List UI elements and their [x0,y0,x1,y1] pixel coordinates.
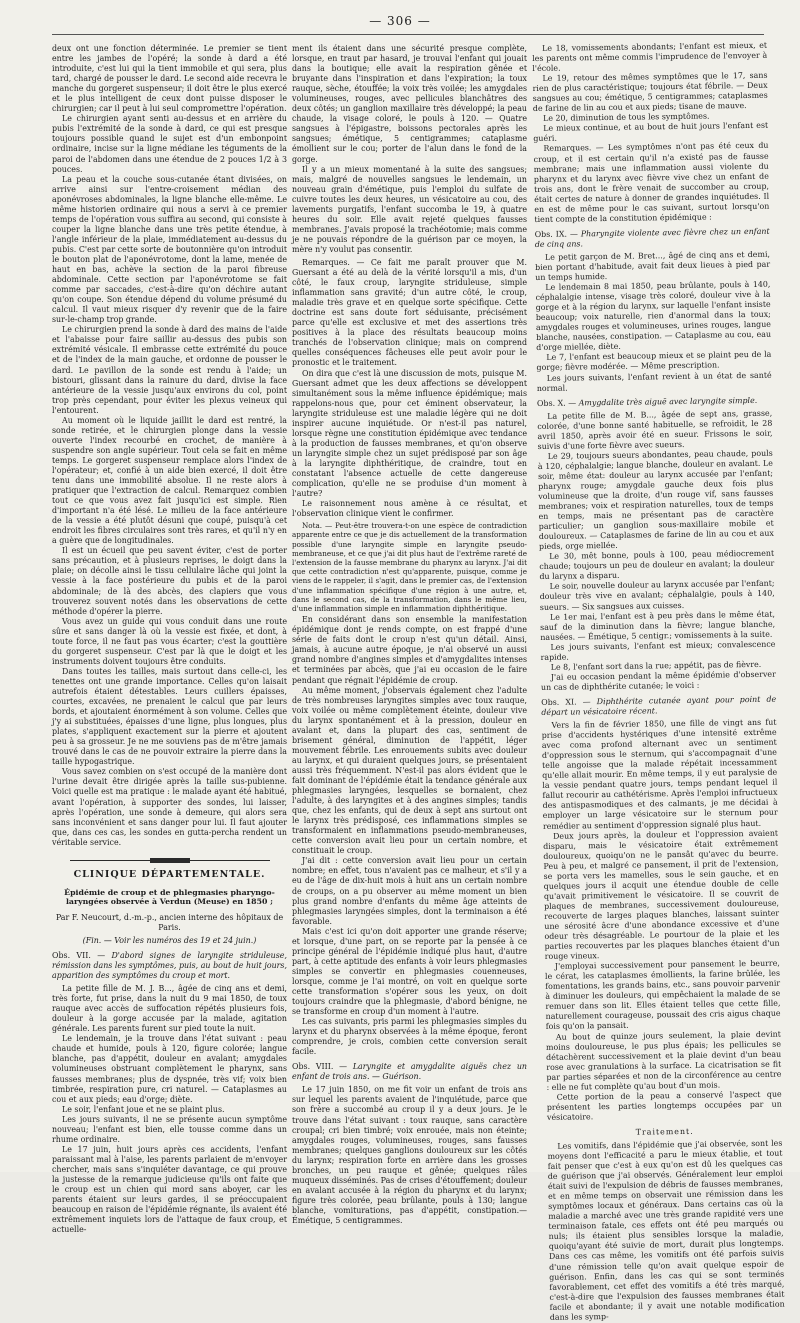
paragraph: Les jours suivants, l'enfant revient à un état de santé normal. [536,370,772,393]
paragraph: Vous avez un guide qui vous conduit dans une route sûre et sans danger là où la vessie est fixée, et dont, à toute force, il ne faut pas vous écarter; c'est la gouttière du gorgeret suspenseur. C'est par là que le doigt et les instruments doivent toujours être conduits. [52,616,287,666]
continuation-note: (Fin. — Voir les numéros des 19 et 24 juin.) [82,935,257,945]
paragraph: Il y a un mieux momentané à la suite des sangsues; mais, malgré de nouvelles sangsues le lendemain, un nouveau grain d'émétique, puis l'emploi du sulfate de cuivre toutes les deux heures, un vésicatoire au cou, des lavements purgatifs, l'enfant succomba le 19, à quatre heures du soir. Elle avait rejeté quelques fausses membranes. J'avais proposé la trachéotomie; mais comme je ne pouvais répondre de la guérison par ce moyen, la mère n'y voulut pas consentir. [292,164,527,254]
observation-title: D'abord signes de laryngite striduleuse, rémission dans les symptômes, puis, au bout de huit jours, apparition des symptômes du croup et mort. [52,950,287,981]
column-1 [52,44,287,1235]
observation-heading [541,695,776,718]
observation-heading [535,227,770,250]
paragraph: Les cas suivants, pris parmi les phlegmasies simples du larynx et du pharynx observées à la même époque, feront comprendre, je crois, combien cette conversion serait facile. [292,1017,527,1057]
treatment-heading: Traitement. [635,1126,694,1137]
observation-label: Obs. XI. — [541,697,591,707]
paragraph: Le 1er mai, l'enfant est à peu près dans le même état, sauf de la diminution dans la fièvre; langue blanche, nausées. — Émétique, 5 centigr.; vomissements à la suite. [540,609,776,642]
paragraph: ment ils étaient dans une sécurité presque complète, lorsque, en traut par hasard, je trouvai l'enfant qui jouait dans la boutique; elle avait la respiration gênée et bruyante dans l'inspiration et dans l'expiration; la toux rauque, sèche, étouffée; la voix très voilée; les amygdales volumineuses, rouges, avec pellicules blanchâtres des deux côtés; un ganglion maxillaire très développé; la peau chaude, la visage coloré, le pouls à 120. — Quatre sangsues à l'épigastre, boissons pectorales après les sangsues; émétique, 5 centigrammes; cataplasme émollient sur le cou; porter de l'alun dans le fond de la gorge. [292,44,527,164]
paragraph: Le petit garçon de M. Bret..., âgé de cinq ans et demi, bien portant d'habitude, avait fait deux lieues à pied par un temps humide. [535,249,771,283]
paragraph: Les vomitifs, dans l'épidémie que j'ai observée, sont les moyens dont l'efficacité a paru le mieux établie, et tout fait penser que c'est à eux qu'on est dû les quelques cas de guérison que j'ai observés. Généralement leur emploi était suivi de l'expulsion de débris de fausses membranes, et en même temps on observait une rémission dans les symptômes locaux et généraux. Dans certains cas où la maladie a marché avec une très grande rapidité vers une terminaison fatale, ces effets ont été peu marqués ou nuls; ils étaient plus sensibles lorsque la maladie, quoiqu'ayant été suivie de mort, durait plus longtemps. Dans ces cas même, les vomitifs ont été parfois suivis d'une rémission telle qu'on avait quelque espoir de guérison. Enfin, dans les cas qui se sont terminés favorablement, cet effet des vomitifs a été très marqué, c'est-à-dire que l'expulsion des fausses membranes était facile et abondante; il y avait une notable modification dans les symp- [547,1138,785,1322]
paragraph: Les jours suivants, il ne se présente aucun symptôme nouveau; l'enfant est bien, elle tousse comme dans un rhume ordinaire. [52,1114,287,1144]
paragraph: Le 30, mêt bonne, pouls à 100, peau médiocrement chaude; toujours un peu de douleur en avalant; la douleur du larynx a disparu. [539,548,775,582]
paragraph: La petite fille de M. B..., âgée de sept ans, grasse, colorée, d'une bonne santé habituelle, se refroidit, le 28 avril 1850, après avoir été en sueur. Frissons le soir, suivis d'une forte fièvre avec sueurs. [537,408,773,451]
paragraph: Au même moment, j'observais également chez l'adulte de très nombreuses laryngites simples avec toux rauque, voix voilée ou même complètement éteinte, douleur vive du larynx spontanément et à la pression, douleur en avalant et, dans la plupart des cas, sentiment de brisement général, diminution de l'appétit, léger mouvement fébrile. Les enrouements subits avec douleur au larynx, et qui duraient quelques jours, se présentaient aussi très fréquemment. N'est-il pas alors évident que le fait dominant de l'épidémie était la tendance générale aux phlegmasies laryngées, lesquelles se bornaient, chez l'adulte, à des laryngites et à des angines simples; tandis que, chez les enfants, qui de deux à sept ans surtout ont le larynx très prédisposé, ces inflammations simples se transformaient en inflammations pseudo-membraneuses, cette conversion avait lieu pour un certain nombre, et constituait le croup. [292,685,527,856]
paragraph: Le chirurgien ayant senti au-dessus et en arrière du pubis l'extrémité de la sonde à dard, ce qui est presque toujours possible quand le sujet est d'un embonpoint ordinaire, incise sur la ligne médiane les téguments de la paroi de l'abdomen dans une étendue de 2 pouces 1/2 à 3 pouces. [52,114,287,174]
remarks-paragraph: Remarques. — Les symptômes n'ont pas été ceux du croup, et il est certain qu'il n'a existé pas de fausse membrane; mais une inflammation aussi violente du pharynx et du larynx avec fièvre vive chez un enfant de trois ans, dont le frère venait de succomber au croup, était certes de nature à donner de grandes inquiétudes. Il en est de même pour le cas suivant, surtout lorsqu'on tient compte de la constitution épidémique : [533,141,770,224]
observation-label: Obs. IX. — [534,229,578,239]
observation-title: Amygdalite très aiguë avec laryngite simple. [578,395,758,407]
observation-label: Obs. X. — [536,398,577,408]
header-rule [52,34,764,35]
nota-paragraph: Nota. — Peut-être trouvera-t-on une espèce de contradiction apparente entre ce que je dis actuellement de la transformation possible d'une laryngite simple en laryngite pseudo-membraneuse, et ce que j'ai dit plus haut de l'extrême rareté de l'extension de la fausse membrane du pharynx au larynx. J'ai dit que cette contradiction n'est qu'apparente, puisque, comme je viens de le rappeler, il s'agit, dans le premier cas, de l'extension d'une inflammation spécifique d'une région à une autre, et, dans le second cas, de la transformation, dans le même lieu, d'une inflammation simple en inflammation diphthéritique. [292,521,527,614]
observation-title: Diphthérite cutanée ayant pour point de départ un vésicatoire récent. [541,694,777,717]
article-byline: Par F. Neucourt, d.-m.-p., ancien interne des hôpitaux de Paris. [55,912,284,932]
paragraph: Le 29, toujours sueurs abondantes, peau chaude, pouls à 120, céphalalgie; langue blanche, douleur en avalant. Le soir, même état: douleur au larynx accusée par l'enfant; pharynx rouge; amygdale gauche deux fois plus volumineuse que la droite, d'un rouge vif, sans fausses membranes; voix et respiration naturelles, toux de temps en temps, mais ne présentant pas de caractère particulier; un ganglion sous-maxillaire mobile et douloureux. — Cataplasmes de farine de lin au cou et aux pieds, orge miellée. [537,448,774,552]
observation-title: Pharyngite violente avec fièvre chez un enfant de cinq ans. [534,226,770,249]
paragraph: Le chirurgien prend la sonde à dard des mains de l'aide et l'abaisse pour faire saillir au-dessus des pubis son extrémité vésicale. Il embrasse cette extrémité du pouce et de l'index de la main gauche, et ordonne de pousser le dard. Le pavillon de la sonde est rendu à l'aide; un bistouri, glissant dans la rainure du dard, divise la face antérieure de la vessie jusqu'aux environs du col, point trop près cependant, pour éviter les plexus veineux qui l'entourent. [52,325,287,415]
observation-heading [292,1062,527,1082]
paragraph: Cette portion de la peau a conservé l'aspect que présentent les parties longtemps occupées par un vésicatoire. [546,1089,782,1122]
paragraph: Au bout de quinze jours seulement, la plaie devint moins douloureuse, le pus plus épais; les pellicules se détachèrent successivement et la plaie devint d'un beau rose avec granulations à la surface. La cicatrisation se fit par parties séparées et non de la circonférence au centre : elle ne fut complète qu'au bout d'un mois. [545,1029,782,1092]
paragraph: Le soir, nouvelle douleur au larynx accusée par l'enfant; douleur très vive en avalant; céphalalgie, pouls à 140, sueurs. — Six sangsues aux cuisses. [539,579,775,612]
paragraph: Le lendemain, je la trouve dans l'état suivant : peau chaude et humide, pouls à 120, figure colorée; langue blanche, pas d'appétit, douleur en avalant; amygdales volumineuses obstruant complètement le pharynx, sans fausses membranes; plus de dyspnée, très vif; voix bien timbrée, respiration pure, cri naturel. — Cataplasmes au cou et aux pieds; eau d'orge; diète. [52,1034,287,1104]
paragraph: Le mieux continue, et au bout de huit jours l'enfant est guéri. [533,121,769,144]
paragraph: Deux jours après, la douleur et l'oppression avaient disparu, mais le vésicatoire était extrêmement douloureux, quoiqu'on ne le pansât qu'avec du beurre. Peu à peu, et malgré ce pansement, il prit de l'extension, se porta vers les mamelles, sous le sein gauche, et en quelques jours il acquit une étendue double de celle qu'avait primitivement le vésicatoire. Il se couvrit de plaques de membranes, successivement douloureuse, recouverte de larges plaques blanches, laissant suinter une sérosité âcre d'une abondance excessive et d'une odeur très désagréable. Le pourtour de la plaie et les parties recouvertes par les plaques blanches étaient d'un rouge vineux. [543,828,780,962]
observation-label: Obs. VII. — [52,950,106,960]
paragraph: Le 19, retour des mêmes symptômes que le 17, sans rien de plus caractéristique; toujours état fébrile. — Deux sangsues au cou; émétique, 5 centigrammes; cataplasmes de farine de lin au cou et aux pieds; tisane de mauve. [532,70,768,114]
section-heading: CLINIQUE DÉPARTEMENTALE. [73,868,266,880]
page-number: — 306 — [369,14,431,28]
observation-title: Laryngite et amygdalite aiguës chez un enfant de trois ans. — Guérison. [292,1062,528,1082]
paragraph: La petite fille de M. J. B..., âgée de cinq ans et demi, très forte, fut prise, dans la nuit du 9 mai 1850, de toux rauque avec accès de suffocation répétés plusieurs fois, douleur à la gorge accusée par la malade, agitation générale. Les parents furent sur pied toute la nuit. [52,984,287,1034]
paragraph: Le 17 juin, huit jours après ces accidents, l'enfant paraissant mal à l'aise, les parents parlaient de m'envoyer chercher, mais sans s'inquiéter davantage, ce qui prouve la justesse de la remarque judicieuse qu'ils ont faite que le croup est un chien qui mord sans aboyer, car les parents étaient sur leurs gardes, il se préoccupaient beaucoup en raison de l'épidémie régnante, ils avaient été extrêmement inquiets lors de l'attaque de faux croup, et actuelle- [52,1144,287,1235]
paragraph: Le 18, vomissements abondants; l'enfant est mieux, et les parents ont même commis l'imprudence de l'envoyer à l'école. [532,40,768,74]
paragraph: Le 8, l'enfant sort dans la rue; appétit, pas de fièvre. [550,659,762,672]
article-title: Épidémie de croup et de phlegmasies pharyngo-laryngées observée à Verdun (Meuse) en 1850 ; [64,887,275,907]
paragraph: Dans toutes les tailles, mais surtout dans celle-ci, les tenettes ont une grande importance. Celles qu'on laisait autrefois étaient détestables. Leurs cuillers épaisses, courtes, excavées, ne prenaient le calcul que par leurs bords, et ajoutaient énormément à son volume. Celles que j'y ai substituées, épaisses d'une ligne, plus longues, plus plates, s'appliquent exactement sur la pierre et ajoutent peu à sa grosseur. Je ne me souviens pas de m'être jamais trouvé dans le cas de ne pouvoir extraire la pierre dans la taille hypogastrique. [52,666,287,767]
observation-heading [52,951,287,981]
paragraph: Le 17 juin 1850, on me fit voir un enfant de trois ans sur lequel les parents avaient de l'inquiétude, parce que son frère a succombé au croup il y a deux jours. Je le trouve dans l'état suivant : toux rauque, sans caractère croupal; cri bien timbré; voix enrouée, mais non éteinte; amygdales rouges, volumineuses, rouges, sans fausses membranes; quelques ganglions douloureux sur les côtés du larynx; respiration forte en arrière dans les grosses bronches, un peu rauque et gênée; quelques râles muqueux disséminés. Pas de crises d'étouffement; douleur en avalant accusée à la région du pharynx et du larynx; figure très colorée, peau brûlante, pouls à 130; langue blanche, vomiturations, pas d'appétit, constipation.— Émétique, 5 centigrammes. [292,1085,527,1225]
paragraph: Les jours suivants, l'enfant est mieux; convalescence rapide. [540,639,776,662]
section-divider [70,858,270,864]
paragraph: Le raisonnement nous amène à ce résultat, et l'observation clinique vient le confirmer. [292,499,527,519]
paragraph: Au moment où le liquide jaillit le dard est rentré, la sonde retirée, et le chirurgien plonge dans la vessie ouverte l'index recourbé en crochet, de manière à suspendre son angle supérieur. Tout cela se fait en même temps. Le gorgeret suspenseur remplace alors l'index de l'opérateur; et, confié à un aide bien exercé, il doit être tenu dans une immobilité absolue. Il ne reste alors à pratiquer que l'extraction de calcul. Remarquez combien tout ce que vous avez fait jusqu'ici est simple. Rien d'important n'a été lésé. Le milieu de la face antérieure de la vessie a été plutôt désuni que coupé, puisqu'à cet endroit les fibres circulaires sont très rares, et qu'il n'y en a guère que de longitudinales. [52,415,287,546]
paragraph: J'ai dit : cette conversion avait lieu pour un certain nombre; en effet, tous n'avaient pas ce malheur, et s'il y a eu de l'âge de dix-huit mois à huit ans un certain nombre de croups, on a pu observer au même moment un bien plus grand nombre d'enfants du même âge atteints de phlegmasies laryngées simples, dont la terminaison a été favorable. [292,856,527,926]
column-2 [292,44,528,1225]
paragraph: On dira que c'est là une discussion de mots, puisque M. Guersant admet que les deux affections se développent simultanément sous la même influence épidémique; mais rappelons-nous que, pour cet éminent observateur, la laryngite striduleuse est une maladie légère qui ne doit inspirer aucune inquiétude. Or n'est-il pas naturel, lorsque règne une constitution épidémique avec tendance à la production de fausses membranes, et qu'on observe un laryngite simple chez un sujet prédisposé par son âge à la laryngite diphthéritique, de craindre, tout en constatant l'absence actuelle de cette dangereuse complication, qu'elle ne se produise d'un moment à l'autre? [292,368,527,499]
observation-label: Obs. VIII. — [292,1062,348,1072]
paragraph: Il est un écueil que peu savent éviter, c'est de porter sans précaution, et à plusieurs reprises, le doigt dans la plaie; on décolle ainsi le tissu cellulaire lâche qui joint la vessie à la face postérieure du pubis et de la paroi abdominale; de là des abcès, des clapiers que vous trouverez souvent notés dans les observations de cette méthode d'opérer la pierre. [52,546,287,616]
column-3 [532,40,785,1322]
paragraph: J'ai eu occasion pendant la même épidémie d'observer un cas de diphthérite cutanée; le voici : [540,669,776,692]
paragraph: La peau et la couche sous-cutanée étant divisées, on arrive ainsi sur l'entre-croisement médian des aponévroses abdominales, la ligne blanche elle-même. Le même historien ordinaire qui nous a servi à ce premier temps de l'opération vous suffira au second, qui consiste à couper la ligne blanche dans une très petite étendue, à l'angle inférieur de la plaie, immédiatement au-dessus du pubis. C'est par cette sorte de boutonnière qu'on introduit le bouton plat de l'aponévrotome, dont la lame, menée de haut en bas, achève la section de la paroi fibreuse abdominale. Cette section par l'aponévrotome se fait comme par saccades, c'est-à-dire qu'on déchire autant qu'on coupe. Son étendue dépend du volume présumé du calcul. Il vaut mieux risquer d'y revenir que de la faire sur-le-champ trop grande. [52,174,287,325]
paragraph: Vers la fin de février 1850, une fille de vingt ans fut prise d'accidents hystériques d'une intensité extrême avec coma profond alternant avec un sentiment d'oppression sous le sternum, qui s'accompagnait d'une telle angoisse que la malade répétait incessamment qu'elle allait mourir. En même temps, il y eut paralysie de la vessie pendant quatre jours, temps pendant lequel il fallut recourir au cathétérisme. Après l'emploi infructueux des antispasmodiques et des calmants, je me décidai à employer un large vésicatoire sur le sternum pour remédier au sentiment d'oppression signalé plus haut. [541,717,778,831]
paragraph: Vous savez combien on s'est occupé de la manière dont l'urine devait être dirigée après la taille sus-pubienne. Voici quelle est ma pratique : le malade ayant été habitué, avant l'opération, à supporter des sondes, lui laisser, après l'opération, une sonde à demeure, qui alors sera sans inconvénient et sans danger pour lui. Il faut ajouter que, dans ces cas, les sondes en gutta-percha rendent un véritable service. [52,767,287,847]
paragraph: deux ont une fonction déterminée. Le premier se tient entre les jambes de l'opéré; la sonde à dard a été introduite, c'est lui qui la tient immobile et qui sera, plus tard, chargé de pousser le dard. Le second aide recevra le manche du gorgeret suspenseur; il doit être le plus exercé et le plus intelligent de ceux dont puisse disposer le chirurgien; car il peut à lui seul compromettre l'opération. [52,44,287,114]
paragraph: J'employai successivement pour pansement le beurre, le cérat, les cataplasmes émollients, la farine brûlée, les fomentations, les grands bains, etc., sans pouvoir parvenir à diminuer les douleurs, qui empêchaient la malade de se remuer dans son lit. Elles étaient telles que cette fille, naturellement courageuse, poussait des cris aigus chaque fois qu'on la pansait. [544,958,781,1032]
observation-heading [537,395,772,408]
paragraph: Le 7, l'enfant est beaucoup mieux et se plaint peu de la gorge; fièvre modérée. — Même prescription. [536,350,772,373]
remarks-paragraph: Remarques. — Ce fait me paraît prouver que M. Guersant a été au delà de la vérité lorsqu'il a mis, d'un côté, le faux croup, laryngite striduleuse, simple inflammation sans gravité; d'un autre côté, le croup, maladie très grave et en quelque sorte spécifique. Cette doctrine est sans doute fort séduisante, précisément parce qu'elle est exclusive et met des assertions très positives à la place des résultats beaucoup moins tranchés de l'observation clinique; mais on comprend quelles conséquences fâcheuses elle peut avoir pour le pronostic et le traitement. [292,257,527,368]
paragraph: Le lendemain 8 mai 1850, peau brûlante, pouls à 140, céphalalgie intense, visage très coloré, douleur vive à la gorge et à la région du larynx, sur laquelle l'enfant insiste beaucoup; voix naturelle, rien d'anormal dans la toux; amygdales rouges et volumineuses, urines rouges, langue blanche, nausées, constipation. — Cataplasme au cou, eau d'orge miellée, diète. [535,279,772,353]
paragraph: Le soir, l'enfant joue et ne se plaint plus. [62,1104,225,1114]
paragraph: Le 20, diminution de tous les symptômes. [542,111,710,124]
paragraph: Mais c'est ici qu'on doit apporter une grande réserve; et lorsque, d'une part, on se reporte par la pensée à ce principe général de l'épidémie indiqué plus haut, d'autre part, à cette aptitude des enfants à voir leurs phlegmasies simples se convertir en phlegmasies couenneuses, lorsque, comme je l'ai montré, on voit en quelque sorte cette transformation s'opérer sous les yeux, on doit toujours craindre que la phlegmasie, d'abord bénigne, ne se transforme en croup d'un moment à l'autre. [292,926,527,1017]
paragraph: En considérant dans son ensemble la manifestation épidémique dont je rends compte, on est frappé d'une série de faits dont le croup n'est qu'un détail. Ainsi, jamais, à aucune autre époque, je n'ai observé un aussi grand nombre d'angines simples et d'amygdalites intenses et terminées par abcès, que j'ai eu occasion de le faire pendant que régnait l'épidémie de croup. [292,615,527,685]
